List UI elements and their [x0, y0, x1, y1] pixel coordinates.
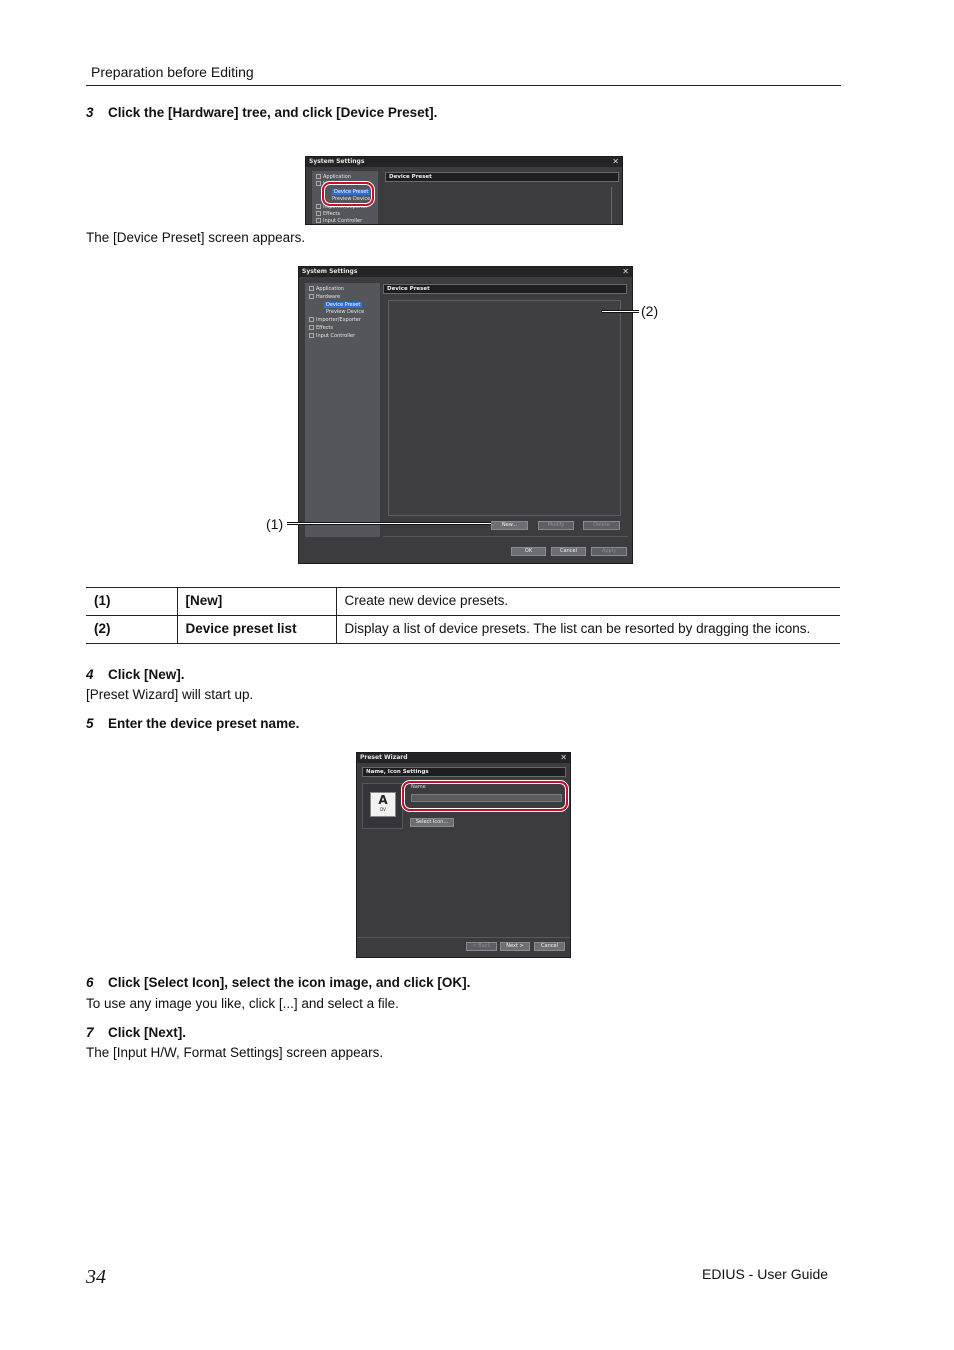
expand-icon — [316, 211, 321, 216]
step-text: Click the [Hardware] tree, and click [Device Preset]. — [108, 105, 438, 120]
device-preset-screenshot — [298, 266, 633, 564]
running-header: Preparation before Editing — [91, 64, 254, 80]
table-row — [86, 616, 840, 644]
footer-guide: User Guide — [757, 1266, 829, 1282]
preset-wizard-screenshot — [356, 752, 571, 958]
modify-button[interactable]: Modify — [538, 521, 574, 530]
collapse-icon — [309, 294, 314, 299]
paragraph: [Preset Wizard] will start up. — [86, 687, 254, 702]
settings-tree — [305, 283, 380, 537]
list-border — [611, 187, 612, 225]
step-number: 3 — [86, 105, 94, 120]
footer-guide-title — [702, 1266, 828, 1282]
footer-brand: EDIUS — [702, 1266, 745, 1282]
expand-icon — [316, 174, 321, 179]
highlight-callout — [322, 182, 374, 206]
callout-leader-1 — [287, 522, 491, 525]
back-button[interactable]: < Back — [466, 942, 497, 951]
step-number: 6 — [86, 975, 94, 990]
step-4 — [86, 667, 185, 682]
apply-button[interactable]: Apply — [591, 547, 627, 556]
step-text: Enter the device preset name. — [108, 716, 300, 731]
panel-title: Device Preset — [383, 284, 627, 294]
preset-icon[interactable] — [370, 792, 396, 817]
divider — [383, 536, 628, 537]
row-number: (1) — [86, 588, 177, 616]
step-text: Click [New]. — [108, 667, 185, 682]
dialog-title: System Settings — [299, 267, 632, 277]
step-3 — [86, 105, 437, 120]
page-number: 34 — [86, 1266, 106, 1288]
tree-item-effects[interactable]: Effects — [316, 211, 340, 218]
cancel-button[interactable]: Cancel — [534, 942, 565, 951]
collapse-icon — [316, 181, 321, 186]
tree-item-preview-device[interactable]: Preview Device — [326, 309, 365, 315]
expand-icon — [309, 333, 314, 338]
panel-title: Device Preset — [385, 172, 619, 182]
tree-item-device-preset[interactable]: Device Preset — [326, 302, 361, 308]
callout-label-2: (2) — [641, 303, 659, 319]
preset-icon-caption: DV — [380, 807, 386, 812]
expand-icon — [309, 325, 314, 330]
preset-icon-glyph: A — [378, 793, 388, 807]
row-description: Display a list of device presets. The list can be resorted by dragging the icons. — [336, 616, 840, 644]
highlight-callout — [402, 781, 568, 811]
callout-leader-2 — [602, 310, 639, 313]
callout-label-1: (1) — [266, 516, 284, 532]
step-7 — [86, 1025, 186, 1040]
tree-item-application[interactable]: Application — [309, 286, 344, 293]
paragraph: The [Input H/W, Format Settings] screen appears. — [86, 1045, 384, 1060]
select-icon-button[interactable]: Select Icon... — [410, 818, 454, 827]
expand-icon — [309, 286, 314, 291]
delete-button[interactable]: Delete — [583, 521, 620, 530]
step-6 — [86, 975, 470, 990]
dialog-title: Preset Wizard — [357, 753, 570, 763]
callout-table — [86, 587, 840, 644]
header-rule — [86, 85, 841, 86]
step-number: 5 — [86, 716, 94, 731]
paragraph: The [Device Preset] screen appears. — [86, 230, 306, 245]
tree-item-input-controller[interactable]: Input Controller — [309, 333, 355, 340]
device-preset-list[interactable] — [388, 300, 621, 516]
footer-separator: - — [744, 1266, 758, 1282]
row-item: Device preset list — [177, 616, 336, 644]
step-text: Click [Next]. — [108, 1025, 187, 1040]
row-item: [New] — [177, 588, 336, 616]
step-5 — [86, 716, 299, 731]
tree-item-hardware[interactable]: Hardware — [309, 294, 340, 301]
new-button[interactable]: New... — [491, 521, 528, 530]
row-description: Create new device presets. — [336, 588, 840, 616]
panel-title: Name, Icon Settings — [362, 767, 566, 777]
paragraph: To use any image you like, click [...] and select a file. — [86, 996, 399, 1011]
ok-button[interactable]: OK — [511, 547, 546, 556]
tree-item-device-preset[interactable]: Device Preset — [334, 189, 369, 195]
expand-icon — [309, 317, 314, 322]
tree-item-application[interactable]: Application — [316, 174, 351, 181]
name-label: Name — [411, 784, 426, 790]
expand-icon — [316, 218, 321, 223]
tree-item-effects[interactable]: Effects — [309, 325, 333, 332]
tree-item-hardware[interactable]: Hardware — [316, 181, 347, 188]
close-icon[interactable]: ✕ — [622, 267, 629, 276]
next-button[interactable]: Next > — [500, 942, 530, 951]
divider — [357, 937, 571, 938]
tree-item-preview-device[interactable]: Preview Device — [332, 196, 371, 202]
close-icon[interactable]: ✕ — [560, 753, 567, 762]
table-row — [86, 588, 840, 616]
step-number: 7 — [86, 1025, 94, 1040]
tree-item-importer-exporter[interactable]: Importer/Exporter — [309, 317, 361, 324]
tree-item-importer-exporter[interactable]: Importer/Exporter — [316, 204, 368, 211]
expand-icon — [316, 204, 321, 209]
row-number: (2) — [86, 616, 177, 644]
system-settings-crop-screenshot — [305, 156, 623, 225]
step-text: Click [Select Icon], select the icon image, and click [OK]. — [108, 975, 471, 990]
tree-item-input-controller[interactable]: Input Controller — [316, 218, 362, 225]
close-icon[interactable]: ✕ — [612, 157, 619, 166]
dialog-title: System Settings — [306, 157, 622, 167]
step-number: 4 — [86, 667, 94, 682]
cancel-button[interactable]: Cancel — [551, 547, 586, 556]
